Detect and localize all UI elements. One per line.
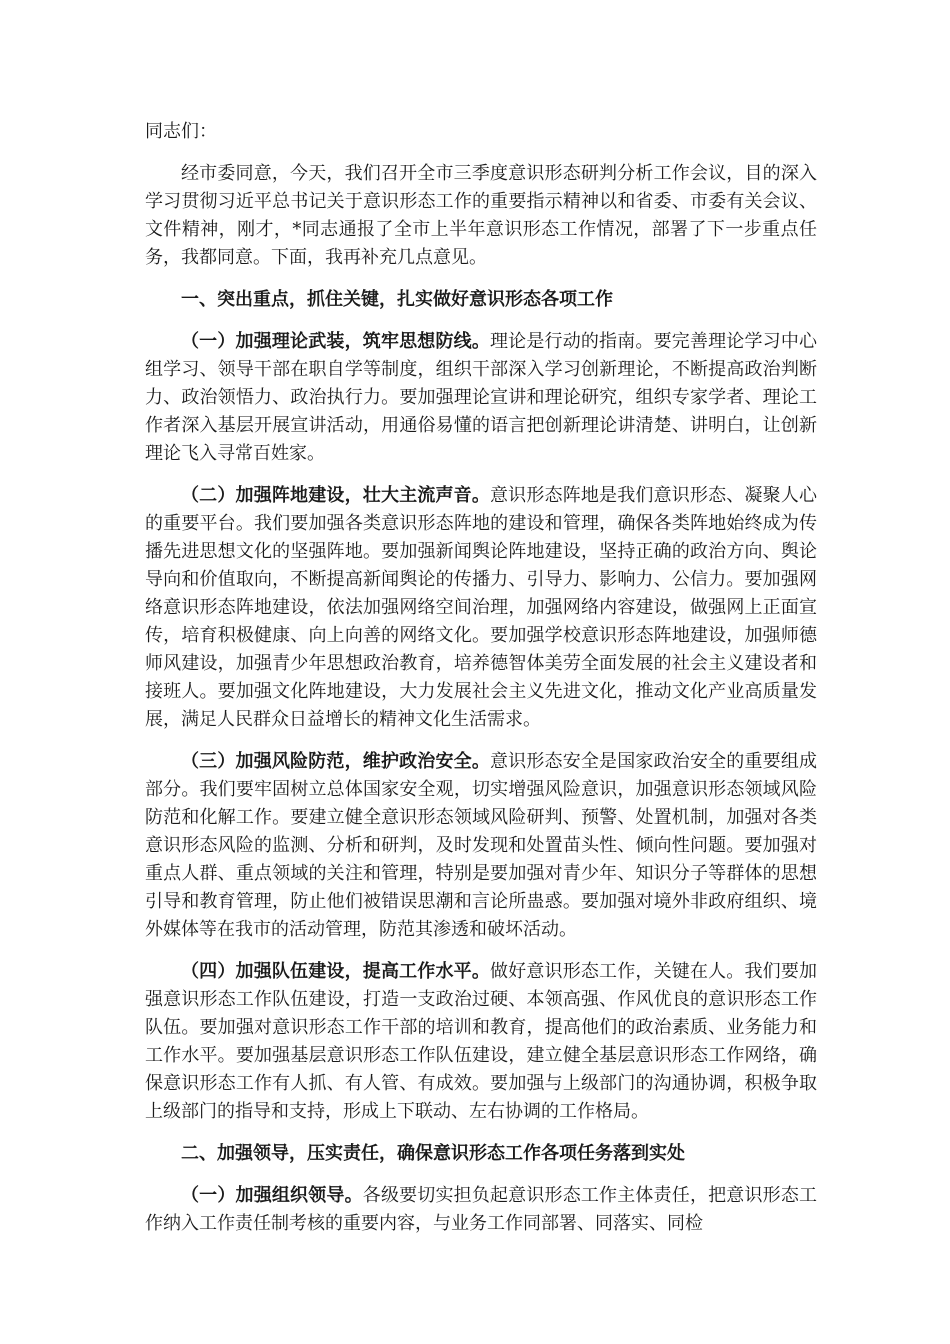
item-lead: （四）加强队伍建设，提高工作水平。 bbox=[181, 961, 490, 982]
section-2-heading: 二、加强领导，压实责任，确保意识形态工作各项任务落到实处 bbox=[181, 1143, 685, 1164]
intro-paragraph: 经市委同意，今天，我们召开全市三季度意识形态研判分析工作会议，目的深入学习贯彻习近平总书记关于意识形态工作的重要指示精神以和省委、市委有关会议、文件精神，刚才，*同志通报了全市上半年意识形态工作情况，部署了下一步重点任务，我都同意。下面，我再补充几点意见。 bbox=[145, 163, 817, 268]
section-2-item-1 bbox=[145, 1182, 817, 1238]
item-lead: （一）加强理论武装，筑牢思想防线。 bbox=[181, 331, 490, 352]
section-1-item-1 bbox=[145, 328, 817, 468]
item-lead: （二）加强阵地建设，壮大主流声音。 bbox=[181, 485, 490, 506]
section-1-heading: 一、突出重点，抓住关键，扎实做好意识形态各项工作 bbox=[181, 289, 613, 310]
item-lead: （三）加强风险防范，维护政治安全。 bbox=[181, 751, 490, 772]
item-lead: （一）加强组织领导。 bbox=[181, 1185, 363, 1206]
salutation: 同志们： bbox=[145, 121, 217, 142]
item-body: 理论是行动的指南。要完善理论学习中心组学习、领导干部在职自学等制度，组织干部深入学习创新理论，不断提高政治判断力、政治领悟力、政治执行力。要加强理论宣讲和理论研究，组织专家学者、理论工作者深入基层开展宣讲活动，用通俗易懂的语言把创新理论讲清楚、讲明白，让创新理论飞入寻常百姓家。 bbox=[145, 331, 817, 464]
item-body: 做好意识形态工作，关键在人。我们要加强意识形态工作队伍建设，打造一支政治过硬、本领高强、作风优良的意识形态工作队伍。要加强对意识形态工作干部的培训和教育，提高他们的政治素质、业务能力和工作水平。要加强基层意识形态工作队伍建设，建立健全基层意识形态工作网络，确保意识形态工作有人抓、有人管、有成效。要加强与上级部门的沟通协调，积极争取上级部门的指导和支持，形成上下联动、左右协调的工作格局。 bbox=[145, 961, 817, 1122]
section-1-item-2 bbox=[145, 482, 817, 734]
document-body bbox=[145, 118, 817, 1252]
item-body: 意识形态安全是国家政治安全的重要组成部分。我们要牢固树立总体国家安全观，切实增强风险意识，加强意识形态领域风险防范和化解工作。要建立健全意识形态领域风险研判、预警、处置机制，加强对各类意识形态风险的监测、分析和研判，及时发现和处置苗头性、倾向性问题。要加强对重点人群、重点领域的关注和管理，特别是要加强对青少年、知识分子等群体的思想引导和教育管理，防止他们被错误思潮和言论所蛊惑。要加强对境外非政府组织、境外媒体等在我市的活动管理，防范其渗透和破坏活动。 bbox=[145, 751, 817, 940]
section-1-item-4 bbox=[145, 958, 817, 1126]
section-1-item-3 bbox=[145, 748, 817, 944]
item-body: 各级要切实担负起意识形态工作主体责任，把意识形态工作纳入工作责任制考核的重要内容，与业务工作同部署、同落实、同检 bbox=[145, 1185, 817, 1234]
item-body: 意识形态阵地是我们意识形态、凝聚人心的重要平台。我们要加强各类意识形态阵地的建设和管理，确保各类阵地始终成为传播先进思想文化的坚强阵地。要加强新闻舆论阵地建设，坚持正确的政治方向、舆论导向和价值取向，不断提高新闻舆论的传播力、引导力、影响力、公信力。要加强网络意识形态阵地建设，依法加强网络空间治理，加强网络内容建设，做强网上正面宣传，培育积极健康、向上向善的网络文化。要加强学校意识形态阵地建设，加强师德师风建设，加强青少年思想政治教育，培养德智体美劳全面发展的社会主义建设者和接班人。要加强文化阵地建设，大力发展社会主义先进文化，推动文化产业高质量发展，满足人民群众日益增长的精神文化生活需求。 bbox=[145, 485, 817, 730]
